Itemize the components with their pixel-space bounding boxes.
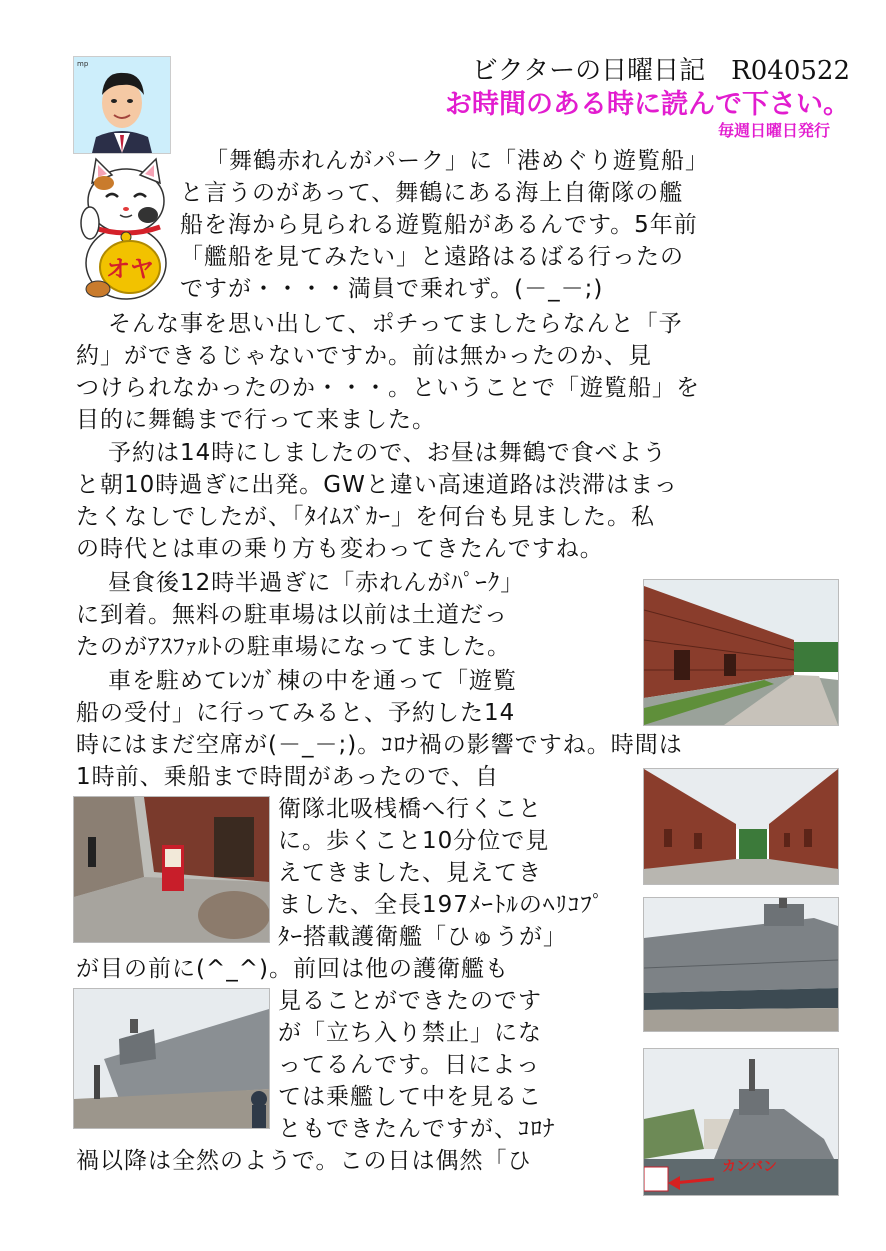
body-line: に到着。無料の駐車場は以前は土道だっ: [76, 602, 508, 628]
body-line: と朝10時過ぎに出発。GWと違い高速道路は渋滞はまっ: [76, 472, 678, 498]
newsletter-subtitle: お時間のある時に読んで下さい。: [445, 89, 850, 120]
body-line: が目の前に(^_^)。前回は他の護衛艦も: [76, 956, 509, 982]
publication-note: 毎週日曜日発行: [717, 121, 830, 140]
body-line: 船を海から見られる遊覧船があるんです。5年前: [180, 212, 698, 238]
maneki-neko-illustration: [76, 153, 176, 301]
body-line: ました、全長197ﾒｰﾄﾙのﾍﾘｺﾌﾟ: [278, 892, 605, 918]
body-line: 車を駐めてﾚﾝｶﾞ棟の中を通って「遊覧: [108, 668, 517, 694]
photo-destroyer-signboard: [643, 1048, 839, 1196]
avatar-illustration: [74, 57, 170, 153]
author-avatar: [73, 56, 171, 154]
body-line: 目的に舞鶴まで行って来ました。: [76, 407, 436, 433]
body-line: えてきました、見えてき: [278, 860, 542, 886]
body-line: ってるんです。日によっ: [278, 1052, 541, 1078]
body-line: と言うのがあって、舞鶴にある海上自衛隊の艦: [180, 180, 684, 206]
body-line: ですが・・・・満員で乗れず。(－_－;): [180, 276, 604, 302]
body-line: たくなしでしたが、「ﾀｲﾑｽﾞｶｰ」を何台も見ました。私: [76, 504, 655, 530]
body-line: に。歩くこと10分位で見: [278, 828, 550, 854]
body-line: 「艦船を見てみたい」と遠路はるばる行ったの: [180, 244, 684, 270]
body-line: 船の受付」に行ってみると、予約した14: [76, 700, 516, 726]
body-line: 予約は14時にしましたので、お昼は舞鶴で食べよう: [108, 440, 667, 466]
body-line: 見ることができたのです: [278, 988, 542, 1014]
body-line: つけられなかったのか・・・。ということで「遊覧船」を: [76, 375, 700, 401]
body-line: 時にはまだ空席が(－_－;)。ｺﾛﾅ禍の影響ですね。時間は: [76, 732, 683, 758]
body-line: の時代とは車の乗り方も変わってきたんですね。: [76, 536, 604, 562]
body-line: 昼食後12時半過ぎに「赤れんがﾊﾟｰｸ」: [108, 570, 525, 596]
body-line: が「立ち入り禁止」にな: [278, 1020, 542, 1046]
coin-text: オヤ: [106, 255, 154, 283]
photo-hyuga-side: [643, 897, 839, 1032]
signboard-caption: カンバン: [722, 1159, 778, 1175]
body-line: 衛隊北吸桟橋へ行くこと: [278, 796, 542, 822]
body-line: 「舞鶴赤れんがパーク」に「港めぐり遊覧船」: [205, 148, 709, 174]
body-line: 約」ができるじゃないですか。前は無かったのか、見: [76, 343, 652, 369]
body-line: 1時前、乗船まで時間があったので、自: [76, 764, 499, 790]
body-line: たのがｱｽﾌｧﾙﾄの駐車場になってました。: [76, 634, 511, 660]
photo-brick-warehouses-street: [643, 768, 839, 885]
body-line: そんな事を思い出して、ポチってましたらなんと「予: [108, 311, 683, 337]
body-line: 禍以降は全然のようで。この日は偶然「ひ: [76, 1148, 532, 1174]
photo-reception-sign: [73, 796, 270, 943]
avatar-tag: mp: [77, 60, 89, 68]
photo-brick-warehouse-path: [643, 579, 839, 726]
newsletter-title: ビクターの日曜日記 R040522: [471, 56, 850, 86]
body-line: ては乗艦して中を見るこ: [278, 1084, 542, 1110]
body-line: ﾀｰ搭載護衛艦「ひゅうが」: [278, 924, 567, 950]
body-line: ともできたんですが、ｺﾛﾅ: [278, 1116, 556, 1142]
photo-hyuga-pier: [73, 988, 270, 1129]
